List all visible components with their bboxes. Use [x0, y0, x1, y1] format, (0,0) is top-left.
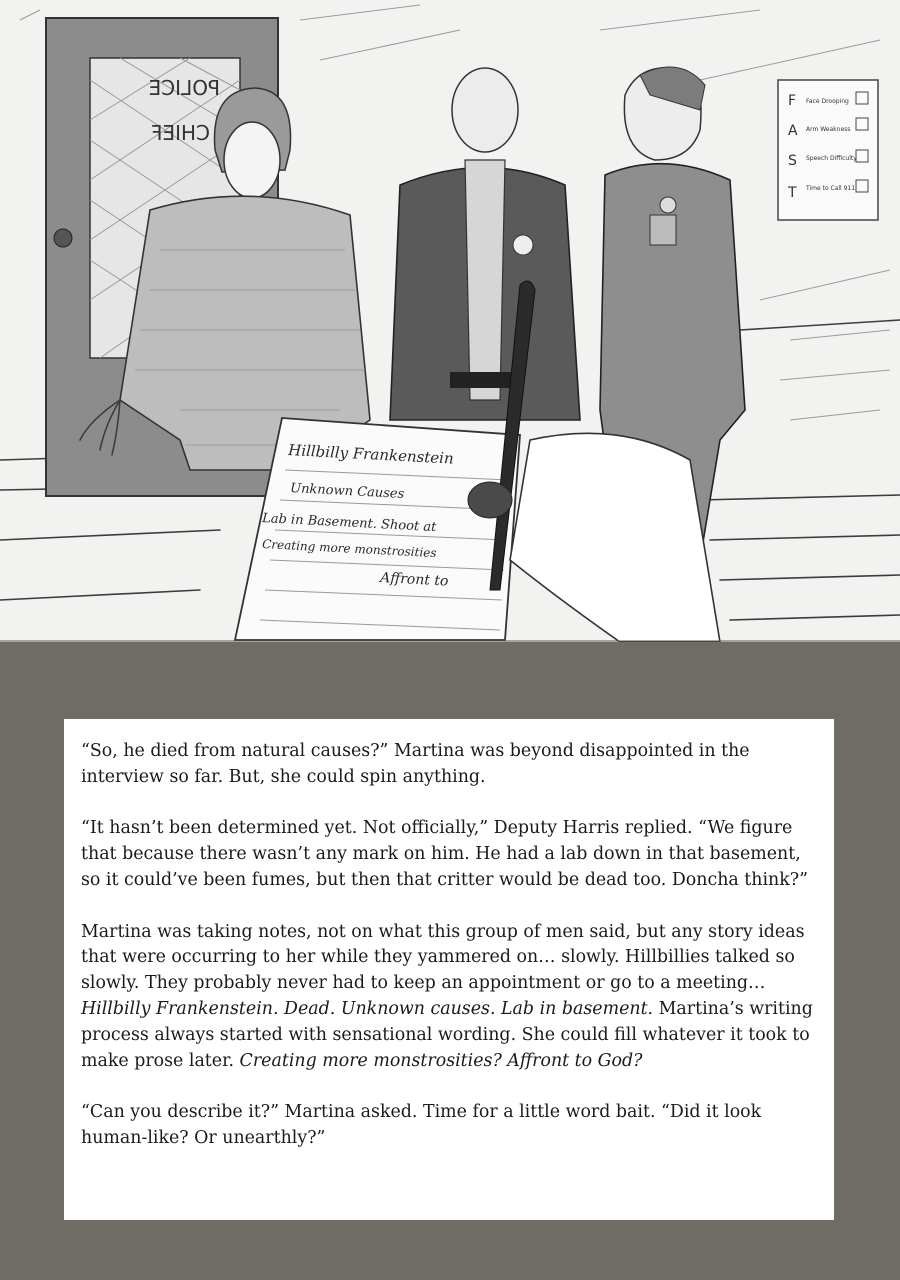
poster-item-2: Arm Weakness	[806, 126, 851, 133]
story-text: “Can you describe it?” Martina asked. Time for a little word bait. “Did it look human-like? Or unearthly?”	[81, 1102, 762, 1148]
door-sign-line-1: POLICE	[148, 76, 220, 100]
poster-item-3: Speech Difficulty	[806, 155, 857, 162]
poster-item-1: Face Drooping	[806, 98, 849, 105]
chief-figure	[390, 68, 580, 420]
story-text-box	[64, 719, 834, 1220]
note-line-2: Unknown Causes	[289, 481, 405, 502]
door-sign-line-2: CHIEF	[150, 121, 210, 145]
poster-item-4: Time to Call 911	[806, 185, 856, 192]
note-line-4: Creating more monstrosities	[261, 537, 437, 561]
story-paragraphs	[81, 739, 820, 1152]
notepad	[235, 418, 520, 640]
story-text: “It hasn’t been determined yet. Not officially,” Deputy Harris replied. “We figure that because there wasn’t any mark on him. He had a lab down in that basement, so it could’ve been fumes, but then that critter would be dead too. Doncha think?”	[81, 818, 808, 890]
story-paragraph	[81, 1100, 820, 1152]
note-line-3: Lab in Basement. Shoot at	[261, 511, 437, 536]
story-italic-text: Creating more monstrosities? Affront to God?	[239, 1050, 643, 1071]
story-text: Martina’s writing process always started with sensational wording. She could fill whatever it took to make prose later.	[81, 998, 813, 1071]
story-paragraph	[81, 739, 820, 791]
poster-letter-a: A	[788, 123, 798, 139]
story-paragraph	[81, 920, 820, 1075]
poster-letter-t: T	[788, 185, 797, 201]
poster-letter-f: F	[788, 93, 797, 109]
note-line-5: Affront to	[379, 570, 449, 590]
story-italic-text: Hillbilly Frankenstein. Dead. Unknown causes. Lab in basement.	[81, 998, 654, 1019]
poster-letter-s: S	[788, 153, 797, 169]
fast-poster	[778, 80, 878, 220]
story-text: “So, he died from natural causes?” Martina was beyond disappointed in the interview so far. But, she could spin anything.	[81, 741, 750, 787]
story-paragraph	[81, 816, 820, 893]
note-line-1: Hillbilly Frankenstein	[287, 441, 455, 468]
story-text: Martina was taking notes, not on what this group of men said, but any story ideas that were occurring to her while they yammered on… slowly. Hillbillies talked so slowly. They probably never had to keep an appointment or go to a meeting…	[81, 921, 805, 994]
